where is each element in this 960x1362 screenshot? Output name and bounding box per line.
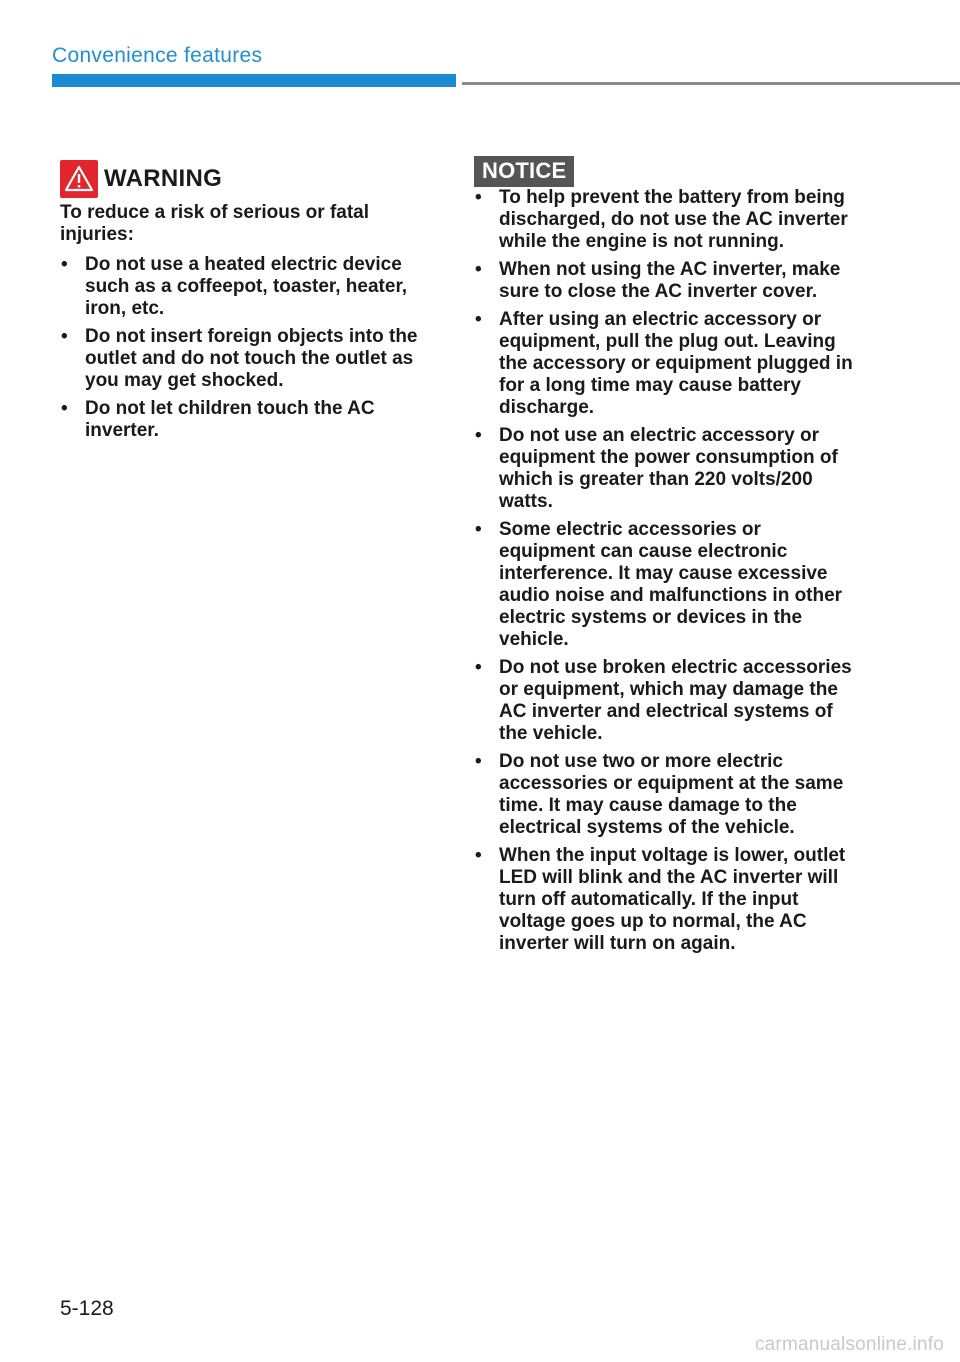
notice-item: • Do not use an electric accessory or equipment the power consumption of which is greater than 220 volts/200 watts. xyxy=(474,425,854,513)
notice-item: • Do not use broken electric accessories or equipment, which may damage the AC inverter and electrical systems of the vehicle. xyxy=(474,657,854,745)
warning-item: • Do not use a heated electric device such as a coffeepot, toaster, heater, iron, etc. xyxy=(60,254,434,320)
notice-item: • When not using the AC inverter, make sure to close the AC inverter cover. xyxy=(474,259,854,303)
notice-column xyxy=(474,156,854,961)
notice-item: • When the input voltage is lower, outlet LED will blink and the AC inverter will turn off automatically. If the input voltage goes up to normal, the AC inverter will turn on again. xyxy=(474,845,854,955)
warning-item: • Do not let children touch the AC inverter. xyxy=(60,398,434,442)
warning-column xyxy=(60,160,434,448)
warning-list xyxy=(60,254,434,442)
notice-list xyxy=(474,187,854,955)
warning-label: WARNING xyxy=(104,165,223,192)
notice-item: • After using an electric accessory or equipment, pull the plug out. Leaving the accessory or equipment plugged in for a long time may cause battery discharge. xyxy=(474,309,854,419)
section-title: Convenience features xyxy=(52,44,263,67)
header-divider-rule xyxy=(462,82,960,85)
warning-triangle-icon xyxy=(60,160,98,198)
header-accent-rule xyxy=(52,74,456,87)
warning-heading xyxy=(60,160,434,198)
notice-item: • Some electric accessories or equipment can cause electronic interference. It may cause excessive audio noise and malfunctions in other electric systems or devices in the vehicle. xyxy=(474,519,854,651)
page-number: 5-128 xyxy=(60,1297,114,1320)
notice-item: • To help prevent the battery from being discharged, do not use the AC inverter while the engine is not running. xyxy=(474,187,854,253)
notice-badge: NOTICE xyxy=(474,156,574,187)
warning-intro: To reduce a risk of serious or fatal injuries: xyxy=(60,202,370,245)
warning-item: • Do not insert foreign objects into the outlet and do not touch the outlet as you may get shocked. xyxy=(60,326,434,392)
watermark: carmanualsonline.info xyxy=(754,1334,944,1355)
notice-item: • Do not use two or more electric accessories or equipment at the same time. It may cause damage to the electrical systems of the vehicle. xyxy=(474,751,854,839)
